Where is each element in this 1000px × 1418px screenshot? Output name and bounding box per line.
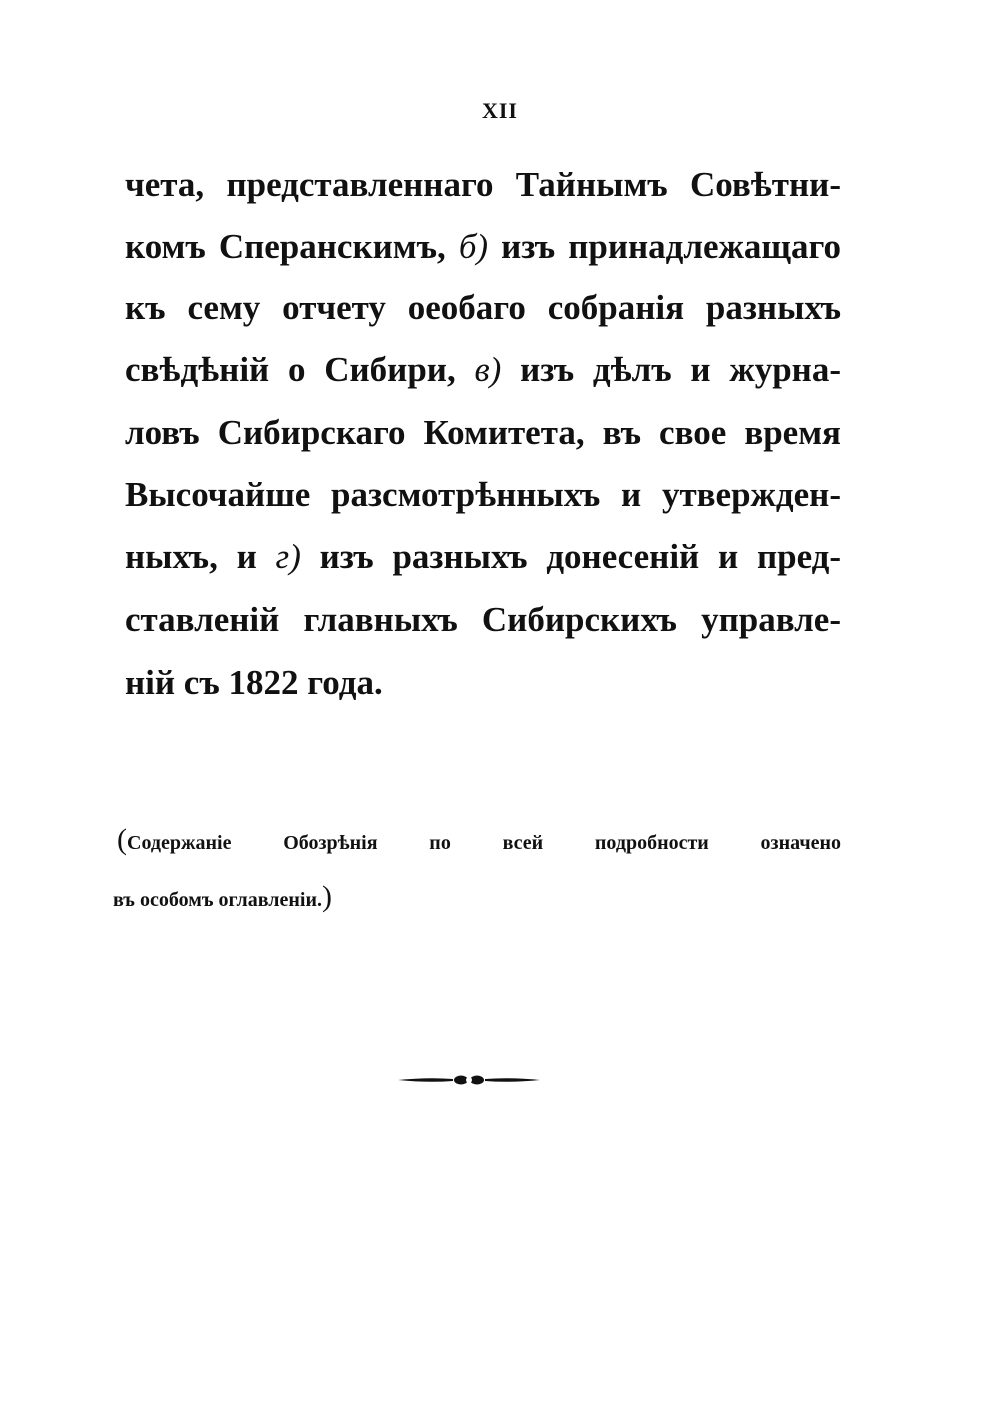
enumeration-marker: б)	[458, 227, 489, 266]
page-number: XII	[481, 98, 518, 123]
body-line: ловъ Сибирскаго Комитета, въ свое время	[125, 413, 841, 452]
enumeration-marker: г)	[275, 537, 301, 576]
note-line: (Содержаніе Обозрѣнія по всей подробности означено	[117, 823, 841, 856]
body-line: ставленій главныхъ Сибирскихъ управле-	[125, 600, 841, 639]
ornament-divider	[398, 1072, 540, 1088]
enumeration-marker: в)	[474, 350, 502, 389]
body-line: ныхъ, и г) изъ разныхъ донесеній и пред-	[125, 537, 842, 576]
body-line: Высочайше разсмотрѣнныхъ и утвержден-	[125, 475, 841, 514]
body-line: къ сему отчету оеобаго собранія разныхъ	[125, 288, 841, 327]
body-line: свѣдѣній о Сибири, в) изъ дѣлъ и журна-	[125, 350, 841, 389]
body-line: ній съ 1822 года.	[125, 663, 383, 702]
note-line: въ особомъ оглавленіи.)	[113, 880, 333, 913]
body-line: чета, представленнаго Тайнымъ Совѣтни-	[125, 165, 841, 204]
body-line: комъ Сперанскимъ, б) изъ принадлежащаго	[125, 227, 841, 266]
